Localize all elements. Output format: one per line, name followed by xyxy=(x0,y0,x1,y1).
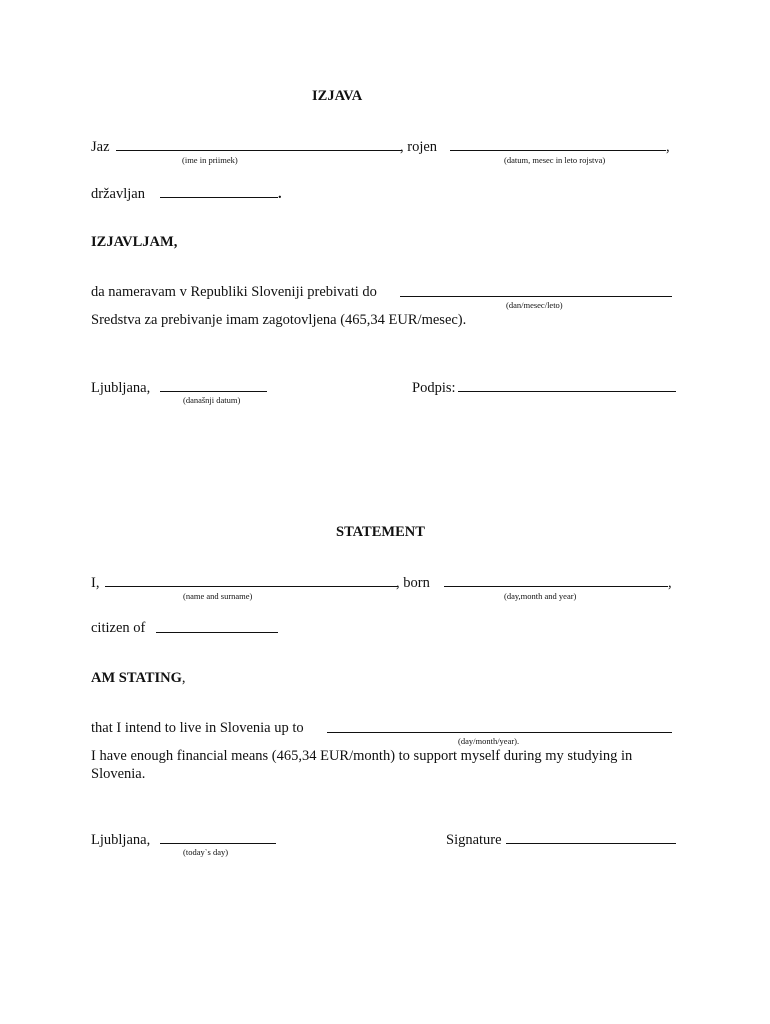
date-field-sl[interactable] xyxy=(160,391,267,392)
signature-label-sl: Podpis: xyxy=(412,380,456,396)
hint-name-en: (name and surname) xyxy=(183,591,253,601)
signature-label-en: Signature xyxy=(446,832,502,848)
intend-text-sl: da nameravam v Republiki Sloveniji prebivati do xyxy=(91,284,377,300)
citizenship-field-sl[interactable] xyxy=(160,197,278,198)
birth-date-field-en[interactable] xyxy=(444,586,668,587)
document-title-en: STATEMENT xyxy=(336,524,425,540)
hint-until-sl: (dan/mesec/leto) xyxy=(506,300,563,310)
citizenship-field-en[interactable] xyxy=(156,632,278,633)
hint-date-en: (today`s day) xyxy=(183,847,229,857)
name-field-sl[interactable] xyxy=(116,150,402,151)
trailing-comma-en: , xyxy=(668,575,672,591)
place-sl: Ljubljana, xyxy=(91,380,151,396)
period-drzavljan: . xyxy=(278,186,282,202)
means-text-en-line1: I have enough financial means (465,34 EUR/month) to support myself during my studying in xyxy=(91,748,633,764)
birth-date-field-sl[interactable] xyxy=(450,150,666,151)
name-field-en[interactable] xyxy=(105,586,398,587)
stating-heading-en: AM STATING, xyxy=(91,670,186,686)
label-jaz: Jaz xyxy=(91,139,110,155)
trailing-comma-sl: , xyxy=(666,139,670,155)
label-i: I, xyxy=(91,575,100,591)
hint-birth-en: (day,month and year) xyxy=(504,591,577,601)
declare-heading-sl: IZJAVLJAM, xyxy=(91,234,178,250)
label-born: , born xyxy=(396,575,430,591)
label-rojen: , rojen xyxy=(400,139,438,155)
label-drzavljan: državljan xyxy=(91,186,145,202)
intend-text-en: that I intend to live in Slovenia up to xyxy=(91,720,304,736)
hint-date-sl: (današnji datum) xyxy=(183,395,241,405)
means-text-en-line2: Slovenia. xyxy=(91,766,146,782)
hint-name-sl: (ime in priimek) xyxy=(182,155,238,165)
stay-until-field-en[interactable] xyxy=(327,732,672,733)
label-citizen: citizen of xyxy=(91,620,146,636)
stay-until-field-sl[interactable] xyxy=(400,296,672,297)
signature-field-sl[interactable] xyxy=(458,391,676,392)
signature-field-en[interactable] xyxy=(506,843,676,844)
hint-until-en: (day/month/year). xyxy=(458,736,520,746)
date-field-en[interactable] xyxy=(160,843,276,844)
hint-birth-sl: (datum, mesec in leto rojstva) xyxy=(504,155,606,165)
means-text-sl: Sredstva za prebivanje imam zagotovljena (465,34 EUR/mesec). xyxy=(91,312,467,328)
document-title-sl: IZJAVA xyxy=(312,88,363,104)
place-en: Ljubljana, xyxy=(91,832,151,848)
